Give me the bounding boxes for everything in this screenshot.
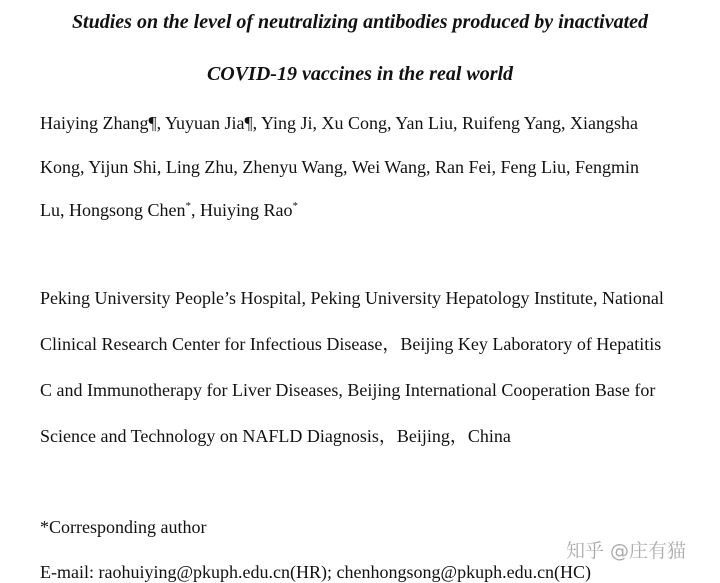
zhihu-watermark: 知乎 @庄有猫 xyxy=(566,540,687,562)
affiliation-line-1: Peking University People’s Hospital, Peking University Hepatology Institute, National xyxy=(40,288,664,308)
equal-contribution-mark: ¶ xyxy=(148,113,157,133)
author-name: , Yuyuan Jia xyxy=(156,113,245,133)
corresponding-mark: * xyxy=(292,200,298,212)
author-name: , Huiying Rao xyxy=(191,200,293,220)
corresponding-author-label: *Corresponding author xyxy=(40,517,207,537)
affiliation-line-3: C and Immunotherapy for Liver Diseases, Beijing International Cooperation Base for xyxy=(40,380,656,400)
author-list-line-3 xyxy=(40,199,298,221)
equal-contribution-mark: ¶ xyxy=(244,113,253,133)
contact-email: E-mail: raohuiying@pkuph.edu.cn(HR); chenhongsong@pkuph.edu.cn(HC) xyxy=(40,562,592,582)
affiliation-line-2: Clinical Research Center for Infectious Disease，Beijing Key Laboratory of Hepatitis xyxy=(40,334,662,354)
author-name: Haiying Zhang xyxy=(40,113,149,133)
author-list-line-2: Kong, Yijun Shi, Ling Zhu, Zhenyu Wang, Wei Wang, Ran Fei, Feng Liu, Fengmin xyxy=(40,157,639,177)
paper-title-line-1: Studies on the level of neutralizing antibodies produced by inactivated xyxy=(71,11,649,33)
author-list-line-1 xyxy=(40,112,638,134)
affiliation-line-4: Science and Technology on NAFLD Diagnosis，Beijing，China xyxy=(40,426,511,446)
paper-title-line-2: COVID-19 vaccines in the real world xyxy=(206,63,514,85)
author-names: , Ying Ji, Xu Cong, Yan Liu, Ruifeng Yang, Xiangsha xyxy=(252,113,638,133)
corresponding-mark: * xyxy=(185,200,191,212)
author-names: Lu, Hongsong Chen xyxy=(40,200,186,220)
